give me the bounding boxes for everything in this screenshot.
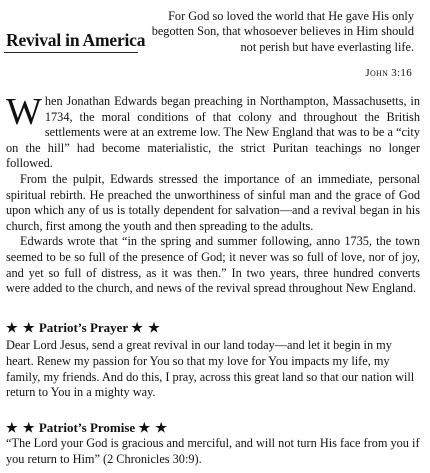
promise-text: “The Lord your God is gracious and merciful, and will not turn His face from you if you return to Him” (2 Chronicles 30:9). bbox=[6, 436, 420, 466]
paragraph-2: From the pulpit, Edwards stressed the importance of an immediate, personal spiritual rebirth. He preached the unworthiness of sinful man and the grace of God upon which any of us is totally dependent for salvation—and a revival began in his church, first among the youth and then spreading to the adults. bbox=[6, 171, 420, 233]
star-icon: ★ ★ bbox=[131, 320, 161, 335]
scripture-verse: For God so loved the world that He gave His only begotten Son, that whosoever believes in Him should not perish but have everlasting life. bbox=[151, 9, 414, 54]
paragraph-1-text: hen Jonathan Edwards began preaching in Northampton, Massachusetts, in 1734, the moral conditions of that colony and throughout the British settlements were at an extreme low. The New England that was to be a “city on the hill” had become materialistic, the strict Puritan teachings no longer followed. bbox=[6, 94, 420, 171]
title-underline bbox=[4, 52, 138, 53]
article-body bbox=[6, 91, 420, 297]
star-icon: ★ ★ bbox=[6, 320, 36, 335]
drop-cap: W bbox=[6, 91, 42, 133]
star-icon: ★ ★ bbox=[138, 420, 169, 435]
prayer-heading-text: Patriot’s Prayer bbox=[38, 320, 128, 335]
scripture-reference: John 3:16 bbox=[365, 67, 412, 79]
star-icon: ★ ★ bbox=[6, 420, 36, 435]
paragraph-1 bbox=[6, 91, 420, 172]
paragraph-3: Edwards wrote that “in the spring and summer following, anno 1735, the town seemed to be so full of the presence of God; it never was so full of love, nor of joy, and yet so full of distress, as it was then.” In two years, three hundred converts were added to the church, and news of the revival spread throughout New England. bbox=[6, 234, 420, 296]
prayer-text: Dear Lord Jesus, send a great revival in our land today—and let it begin in my heart. Renew my passion for You so that my love for You impacts my life, my family, my friends. And do this, I pray, across this great land so that our nation will return to You in a mighty way. bbox=[6, 338, 415, 400]
promise-heading-text: Patriot’s Promise bbox=[38, 420, 136, 435]
promise-heading bbox=[6, 420, 168, 436]
prayer-heading bbox=[6, 320, 161, 336]
page-title: Revival in America bbox=[6, 30, 146, 50]
